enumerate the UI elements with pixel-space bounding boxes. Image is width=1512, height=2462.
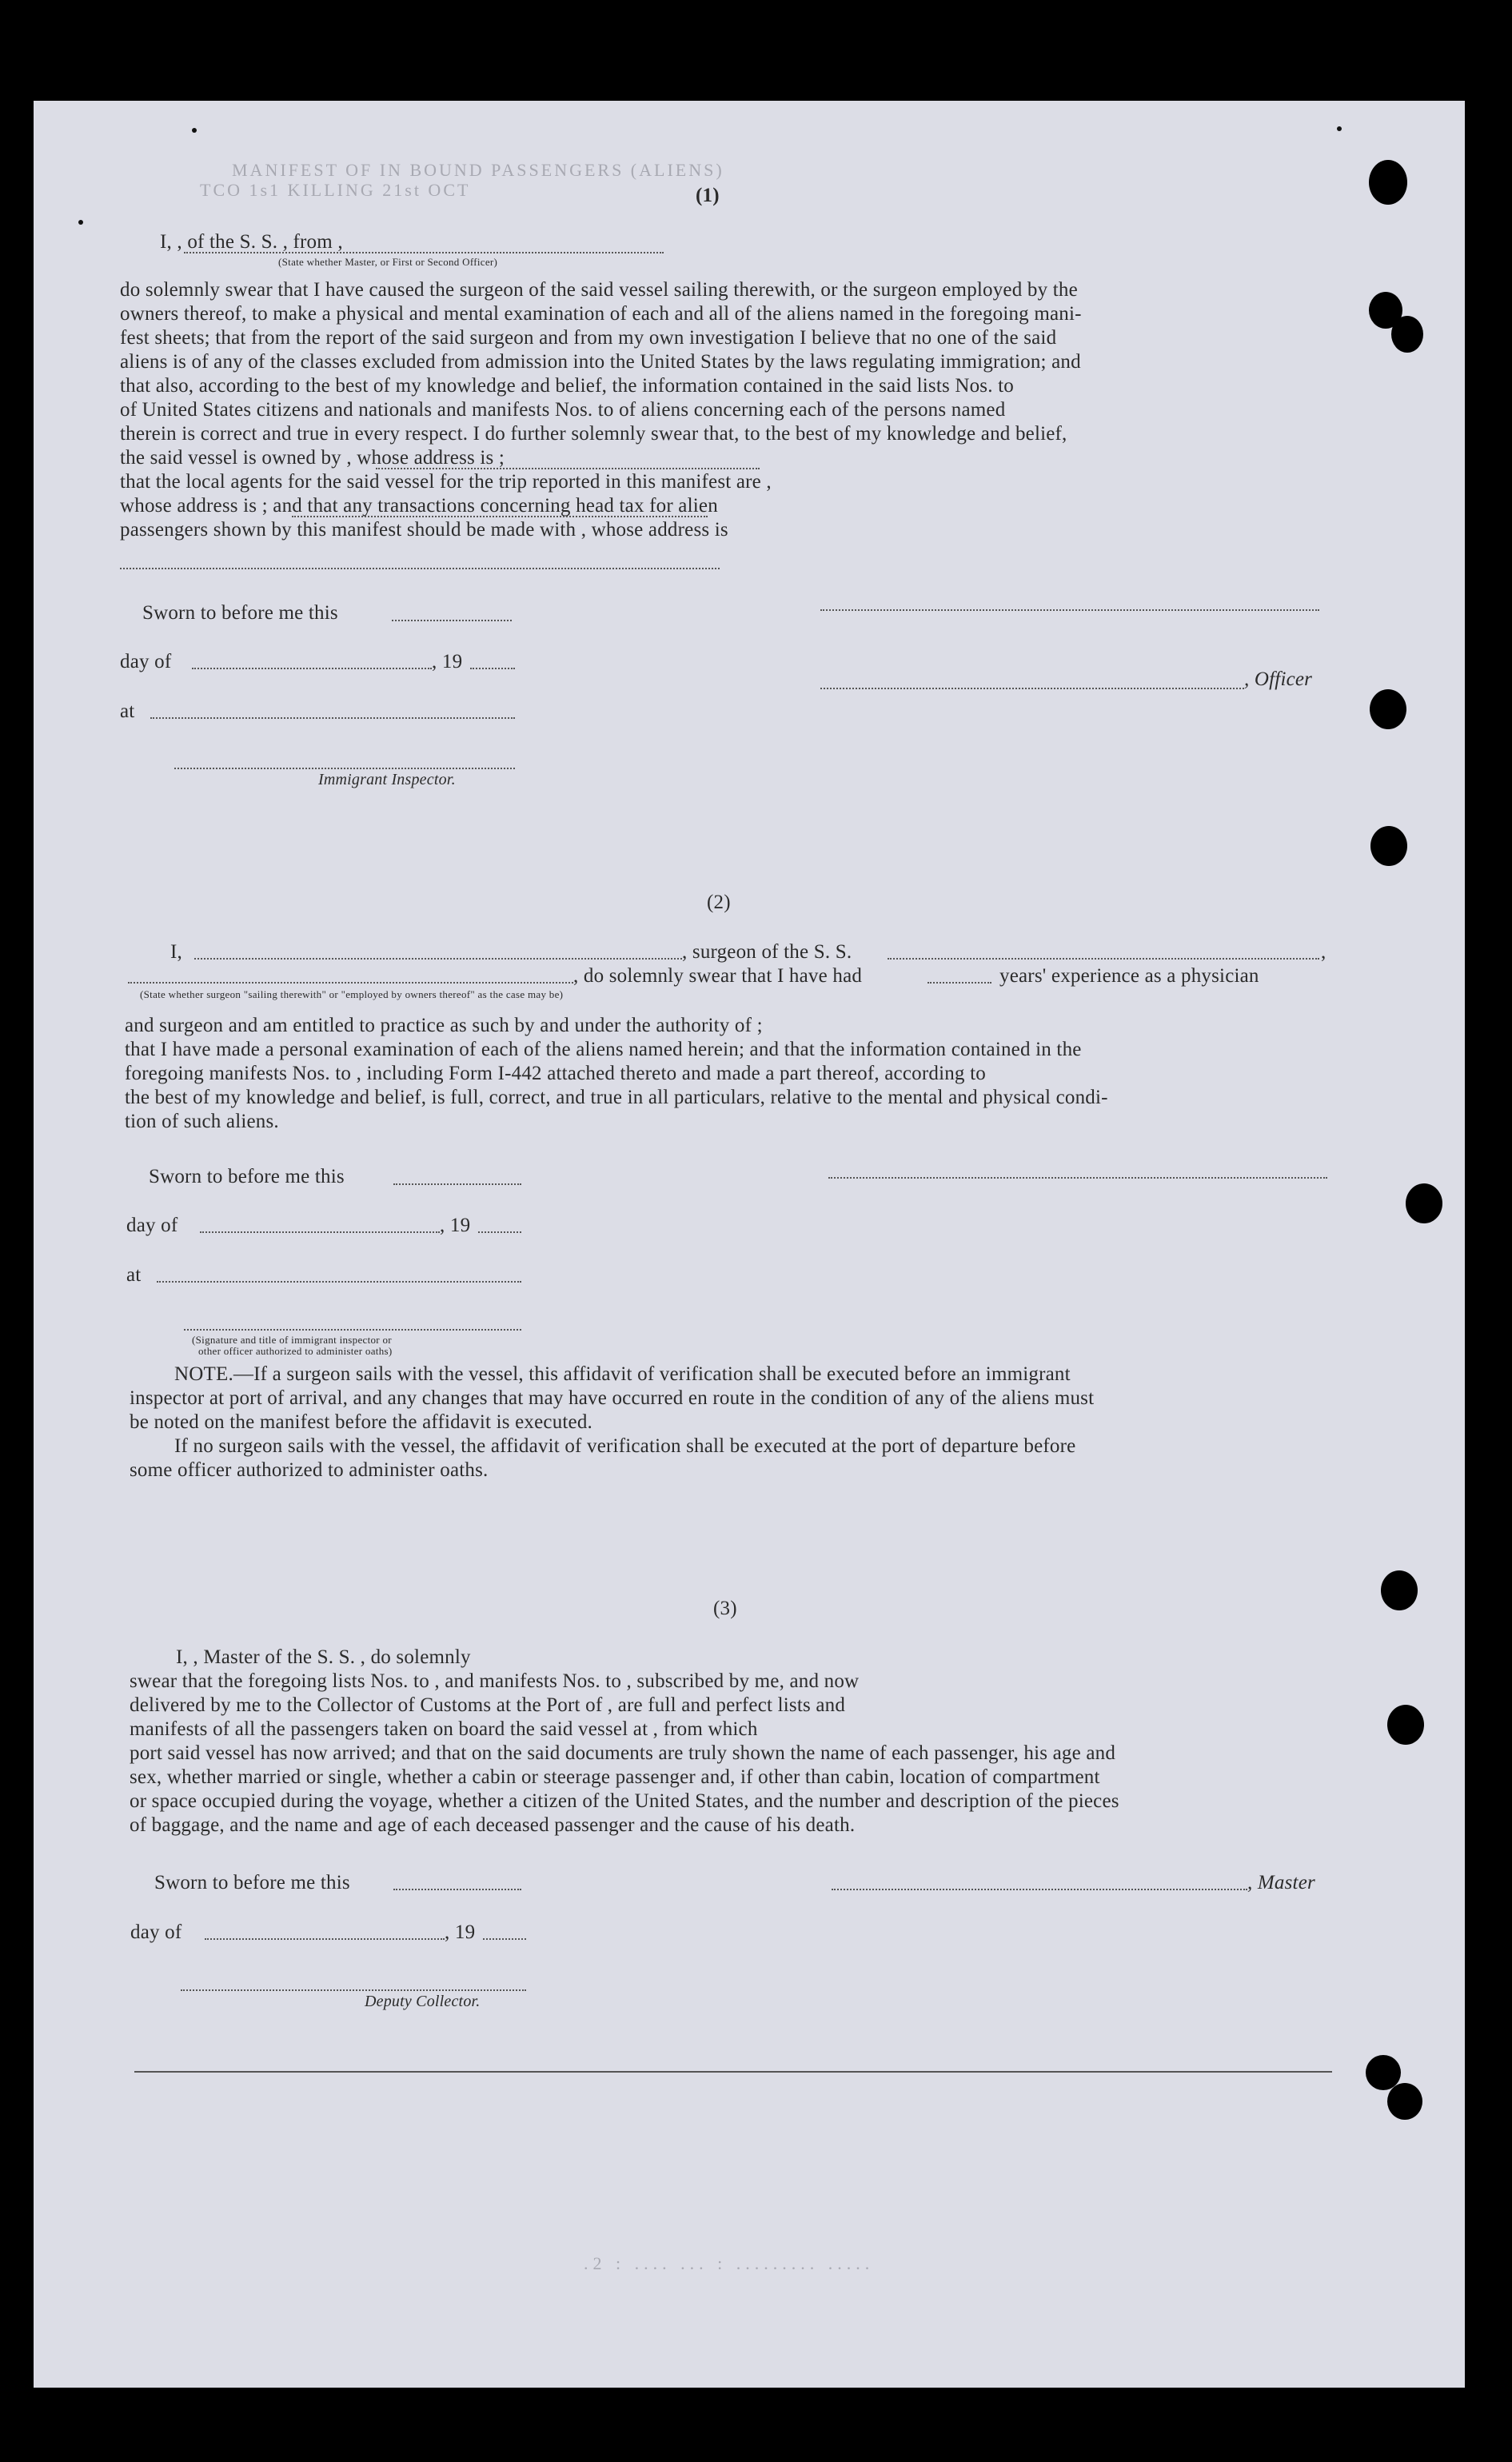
speck (192, 128, 197, 133)
section-3-line: I, , Master of the S. S. , do solemnly (176, 1646, 471, 1668)
note-line: some officer authorized to administer oaths. (130, 1459, 489, 1481)
day-of-label: day of (120, 651, 172, 672)
year-label: , 19 (440, 1215, 471, 1236)
section-1-line: that also, according to the best of my knowledge and belief, the information contained in the said lists Nos. to (120, 375, 1014, 397)
blank-line (292, 516, 708, 517)
blank-line (393, 1183, 521, 1185)
master-signature-line (832, 1889, 1247, 1890)
sworn-label: Sworn to before me this (154, 1872, 350, 1893)
punch-hole (1369, 160, 1407, 205)
sworn-label: Sworn to before me this (149, 1166, 345, 1187)
note-line: inspector at port of arrival, and any changes that may have occurred en route in the condition of any of the aliens must (130, 1387, 1095, 1409)
punch-hole (1370, 689, 1406, 729)
blank-line (128, 982, 573, 984)
bleed-through-text: TCO 1s1 KILLING 21st OCT (200, 180, 471, 200)
note-line: be noted on the manifest before the affidavit is executed. (130, 1411, 592, 1433)
note-line: If no surgeon sails with the vessel, the affidavit of verification shall be executed at the port of departure before (174, 1435, 1076, 1457)
officer-note: (State whether Master, or First or Second Officer) (278, 256, 498, 268)
sworn-label: Sworn to before me this (142, 602, 338, 624)
section-1-line: owners thereof, to make a physical and mental examination of each and all of the aliens named in the foregoing mani- (120, 303, 1082, 325)
section-1-line: do solemnly swear that I have caused the surgeon of the said vessel sailing therewith, or the surgeon employed by the (120, 279, 1078, 301)
blank-line (150, 717, 515, 719)
blank-line (392, 620, 512, 621)
section-2-line: , (1321, 941, 1326, 963)
section-1-line: the said vessel is owned by , whose address is ; (120, 447, 505, 469)
blank-line (200, 1231, 440, 1233)
section-2-line: I, (170, 941, 182, 963)
punch-hole (1387, 1705, 1424, 1745)
at-label: at (126, 1264, 142, 1286)
master-label: , Master (1247, 1872, 1315, 1893)
surgeon-note: (State whether surgeon "sailing therewith" or "employed by owners thereof" as the case may be) (140, 988, 564, 1000)
blank-line (483, 1938, 526, 1940)
section-1-line: aliens is of any of the classes excluded from admission into the United States by the laws regulating immigration; and (120, 351, 1081, 373)
blank-line (376, 468, 760, 469)
punch-hole (1370, 826, 1407, 866)
collector-label: Deputy Collector. (365, 1993, 481, 2010)
section-2-line: tion of such aliens. (125, 1111, 279, 1132)
punch-hole (1381, 1570, 1418, 1610)
officer-line (820, 688, 1244, 689)
section-2-line: the best of my knowledge and belief, is full, correct, and true in all particulars, relative to the mental and physical condi- (125, 1087, 1108, 1108)
section-3-line: of baggage, and the name and age of each deceased passenger and the cause of his death. (130, 1814, 856, 1836)
signature-line (184, 1329, 521, 1331)
bleed-through-text: .2 : .... ... : ......... ..... (584, 2253, 875, 2273)
day-of-label: day of (126, 1215, 178, 1236)
section-2-line: , surgeon of the S. S. (682, 941, 852, 963)
section-1-line: that the local agents for the said vessel for the trip reported in this manifest are , (120, 471, 772, 493)
section-3-line: port said vessel has now arrived; and that on the said documents are truly shown the name of each passenger, his age and (130, 1742, 1116, 1764)
blank-line (157, 1281, 521, 1283)
speck (1337, 126, 1342, 131)
at-label: at (120, 700, 135, 722)
blank-line (192, 668, 432, 669)
blank-line (205, 1938, 445, 1940)
blank-line (928, 982, 991, 984)
section-2-line: foregoing manifests Nos. to , including Form I-442 attached thereto and made a part thereof, according to (125, 1063, 986, 1084)
section-1-number: (1) (696, 185, 720, 206)
blank-line (184, 252, 664, 253)
officer-signature-line (820, 609, 1319, 611)
section-1-line: fest sheets; that from the report of the said surgeon and from my own investigation I believe that no one of the said (120, 327, 1057, 349)
year-label: , 19 (445, 1921, 476, 1943)
section-3-line: manifests of all the passengers taken on board the said vessel at , from which (130, 1718, 758, 1740)
section-3-line: delivered by me to the Collector of Customs at the Port of , are full and perfect lists and (130, 1694, 846, 1716)
section-1-line: passengers shown by this manifest should be made with , whose address is (120, 519, 728, 541)
day-of-label: day of (130, 1921, 182, 1943)
section-2-line: and surgeon and am entitled to practice as such by and under the authority of ; (125, 1015, 763, 1036)
section-1-line: therein is correct and true in every respect. I do further solemnly swear that, to the best of my knowledge and belief, (120, 423, 1067, 445)
inspector-label: Immigrant Inspector. (318, 771, 456, 788)
punch-hole (1387, 2083, 1422, 2120)
bleed-through-text: MANIFEST OF IN BOUND PASSENGERS (ALIENS) (232, 160, 724, 180)
note-line: NOTE.—If a surgeon sails with the vessel, this affidavit of verification shall be executed before an immigrant (174, 1363, 1071, 1385)
year-label: , 19 (432, 651, 463, 672)
speck (78, 220, 83, 225)
blank-line (888, 958, 1319, 960)
punch-hole (1406, 1183, 1442, 1223)
section-3-line: sex, whether married or single, whether a cabin or steerage passenger and, if other than cabin, location of compartment (130, 1766, 1100, 1788)
section-1-line: of United States citizens and nationals and manifests Nos. to of aliens concerning each of the persons named (120, 399, 1006, 421)
signature-note: other officer authorized to administer oaths) (198, 1345, 393, 1357)
blank-line (393, 1889, 521, 1890)
section-3-number: (3) (713, 1598, 737, 1619)
signature-note: (Signature and title of immigrant inspector or (192, 1334, 392, 1346)
blank-line (120, 568, 720, 569)
blank-line (478, 1231, 521, 1233)
section-1-line: I, , of the S. S. , from , (160, 231, 343, 253)
section-1-line: whose address is ; and that any transactions concerning head tax for alien (120, 495, 718, 517)
section-3-line: swear that the foregoing lists Nos. to , and manifests Nos. to , subscribed by me, and now (130, 1670, 860, 1692)
bottom-rule (134, 2071, 1332, 2073)
surgeon-signature-line (828, 1177, 1327, 1179)
section-2-line: years' experience as a physician (999, 965, 1259, 987)
section-2-line: that I have made a personal examination of each of the aliens named herein; and that the information contained in the (125, 1039, 1082, 1060)
blank-line (470, 668, 515, 669)
blank-line (194, 958, 682, 960)
section-2-line: , do solemnly swear that I have had (573, 965, 863, 987)
section-3-line: or space occupied during the voyage, whether a citizen of the United States, and the number and description of the pieces (130, 1790, 1119, 1812)
punch-hole (1391, 316, 1423, 353)
section-2-number: (2) (707, 892, 731, 913)
officer-label: , Officer (1244, 668, 1313, 690)
